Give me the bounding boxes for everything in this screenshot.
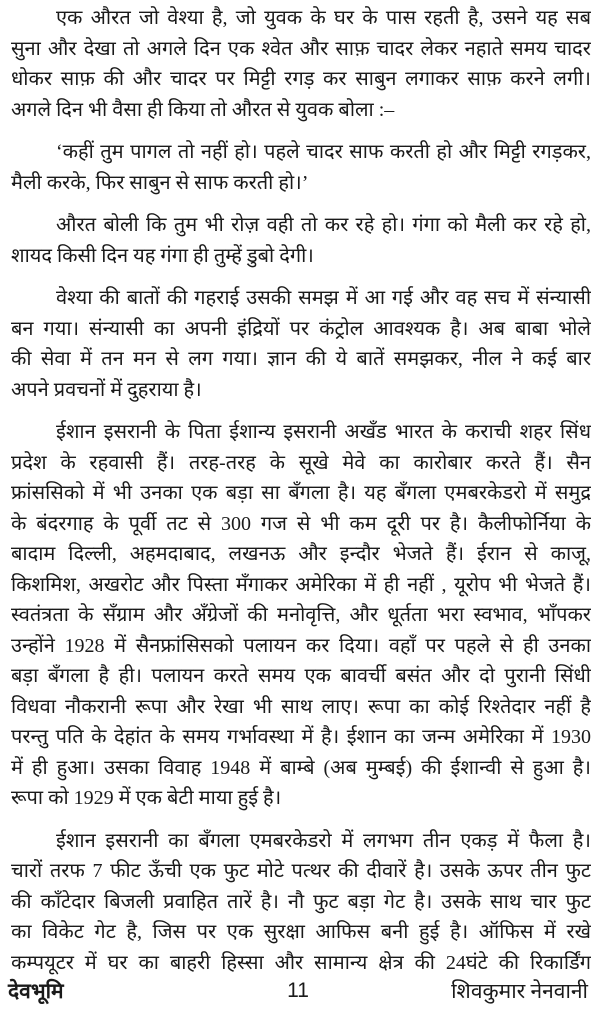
text-line: स्वतंत्रता के सँग्राम और अँग्रेजों की मनोवृत्ति, और धूर्तता भरा स्वभाव, भाँपकर <box>11 604 591 626</box>
text-line: ईशान इसरानी के पिता ईशान्य इसरानी अखँड भारत के कराची शहर सिंध <box>56 421 591 443</box>
paragraph <box>11 137 591 198</box>
page-body <box>11 3 591 990</box>
text-line: बादाम दिल्ली, अहमदाबाद, लखनऊ और इन्दौर भेजते हैं। ईरान से काजू, <box>11 543 591 565</box>
text-line: ‘कहीं तुम पागल तो नहीं हो। पहले चादर साफ करती हो और मिट्टी रगड़कर, <box>56 141 591 163</box>
text-line: किशमिश, अखरोट और पिस्ता मँगाकर अमेरिका में ही नहीं , यूरोप भी भेजते हैं। <box>11 573 591 596</box>
text-line: में ही हुआ। उसका विवाह 1948 में बाम्बे (अब मुम्बई) की ईशान्वी से हुआ है। <box>11 756 591 779</box>
paragraph <box>11 417 591 814</box>
text-line: मैली करके, फिर साबुन से साफ करती हो।’ <box>11 171 309 194</box>
text-line: एक औरत जो वेश्या है, जो युवक के घर के पास रहती है, उसने यह सब <box>56 7 591 29</box>
text-line: का विकेट गेट है, जिस पर एक सुरक्षा आफिस बनी हुई है। ऑफिस में रखे <box>11 921 591 943</box>
text-line: चारों तरफ 7 फीट ऊँची एक फुट मोटे पत्थर की दीवारें है। उसके ऊपर तीन फुट <box>11 860 591 882</box>
text-line: बन गया। संन्यासी का अपनी इंद्रियों पर कंट्रोल आवश्यक है। अब बाबा भोले <box>11 317 591 340</box>
page-footer <box>8 976 588 1006</box>
text-line: परन्तु पति के देहांत के समय गर्भावस्था में है। ईशान का जन्म अमेरिका में 1930 <box>11 726 591 748</box>
text-line: धोकर साफ़ की और चादर पर मिट्टी रगड़ कर साबुन लगाकर साफ़ करने लगी। <box>11 68 591 90</box>
text-line: ईशान इसरानी का बँगला एमबरकेडरो में लगभग तीन एकड़ में फैला है। <box>56 829 591 852</box>
footer-page-number: 11 <box>287 979 309 1002</box>
text-line: शायद किसी दिन यह गंगा ही तुम्हें डुबो देगी। <box>11 244 314 267</box>
text-line: अपने प्रवचनों में दुहराया है। <box>11 378 202 401</box>
paragraph <box>11 826 591 979</box>
footer-author: शिवकुमार नेनवानी <box>451 979 588 1003</box>
text-line: औरत बोली कि तुम भी रोज़ वही तो कर रहे हो। गंगा को मैली कर रहे हो, <box>56 214 591 236</box>
text-line: अगले दिन भी वैसा ही किया तो औरत से युवक बोला :– <box>11 98 395 121</box>
footer-book-title: देवभूमि <box>8 979 64 1003</box>
text-line: वेश्या की बातों की गहराई उसकी समझ में आ गई और वह सच में संन्यासी <box>56 287 591 309</box>
paragraph <box>11 283 591 405</box>
text-line: बड़ा बँगला है ही। पलायन करते समय एक बावर्ची बसंत और दो पुरानी सिंधी <box>11 665 591 687</box>
text-line: फ्रांससिको में भी उनका एक बड़ा सा बँगला है। यह बँगला एमबरकेडरो में समुद्र <box>11 482 591 504</box>
text-line: सुना और देखा तो अगले दिन एक श्वेत और साफ़ चादर लेकर नहाते समय चादर <box>11 37 591 60</box>
text-line: विधवा नौकरानी रूपा और रेखा भी साथ लाए। रूपा का कोई रिश्तेदार नहीं है <box>11 695 591 718</box>
text-line: रूपा को 1929 में एक बेटी माया हुई है। <box>11 787 282 809</box>
paragraph <box>11 210 591 271</box>
text-line: कम्पयूटर में घर का बाहरी हिस्सा और सामान्य क्षेत्र की 24घंटे की रिकार्डिंग <box>11 951 591 974</box>
text-line: की काँटेदार बिजली प्रवाहित तारें है। नौ फुट बड़ा गेट है। उसके साथ चार फुट <box>11 890 591 913</box>
paragraph <box>11 3 591 125</box>
text-line: के बंदरगाह के पूर्वी तट से 300 गज से भी कम दूरी पर है। कैलीफोर्निया के <box>11 512 591 535</box>
text-line: प्रदेश के रहवासी हैं। तरह-तरह के सूखे मेवे का कारोबार करते हैं। सैन <box>11 451 591 474</box>
text-line: की सेवा में तन मन से लग गया। ज्ञान की ये बातें समझकर, नील ने कई बार <box>11 348 591 370</box>
text-line: उन्होंने 1928 में सैनफ्रांसिसको पलायन कर दिया। वहाँ पर पहले से ही उनका <box>11 634 591 657</box>
